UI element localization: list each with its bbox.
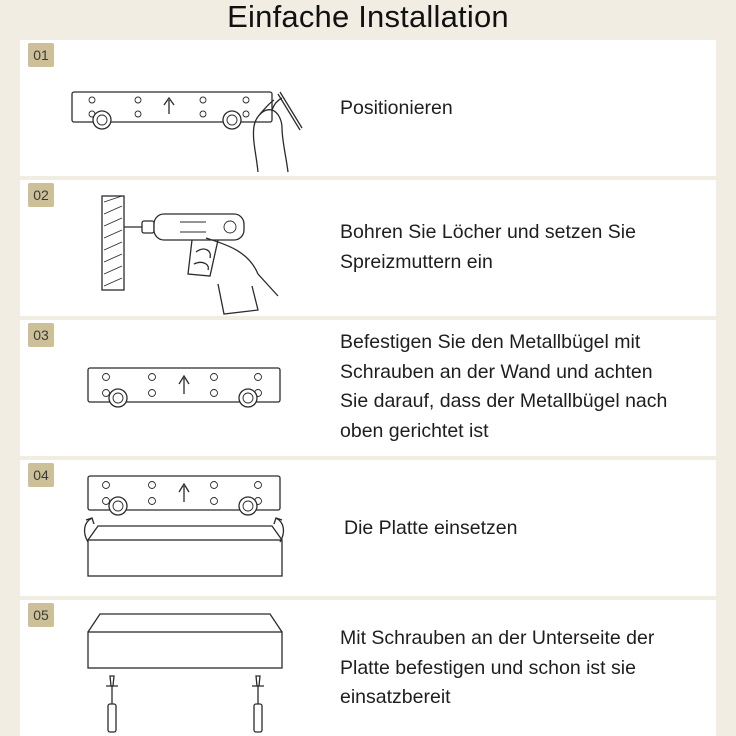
step-text-line: Bohren Sie Löcher und setzen Sie: [340, 221, 636, 243]
step-text: Die Platte einsetzen: [344, 517, 518, 539]
step-number-badge: 01: [28, 43, 54, 67]
step-04: [20, 460, 716, 596]
step-text-line: Befestigen Sie den Metallbügel mit: [340, 331, 641, 353]
step-text: [340, 624, 654, 713]
fasten-shelf-illustration: [82, 612, 286, 736]
step-text-line: Schrauben an der Wand und achten: [340, 360, 653, 383]
step-number-badge: 02: [28, 183, 54, 207]
step-text-line: Platte befestigen und schon ist sie: [340, 656, 636, 679]
step-text-line: Spreizmuttern ein: [340, 250, 493, 273]
bracket-positioning-illustration: [68, 82, 308, 176]
insert-shelf-illustration: [80, 474, 290, 578]
step-05: [20, 600, 716, 736]
step-text: Positionieren: [340, 97, 453, 119]
step-text-line: Mit Schrauben an der Unterseite der: [340, 627, 655, 649]
step-number-badge: 04: [28, 463, 54, 487]
step-02: [20, 180, 716, 316]
page-title: Einfache Installation: [227, 0, 509, 34]
step-text-line: einsatzbereit: [340, 686, 451, 708]
step-text: [340, 328, 667, 446]
step-number-badge: 05: [28, 603, 54, 627]
drill-illustration: [98, 194, 288, 316]
step-text: [340, 218, 636, 277]
title-bar: [0, 0, 736, 38]
step-text-line: oben gerichtet ist: [340, 419, 489, 442]
bracket-mounted-illustration: [84, 364, 284, 414]
screw-icon: [252, 676, 264, 732]
screw-icon: [106, 676, 118, 732]
step-01: [20, 40, 716, 176]
step-text-line: Sie darauf, dass der Metallbügel nach: [340, 390, 668, 412]
step-number-badge: 03: [28, 323, 54, 347]
step-03: [20, 320, 716, 456]
